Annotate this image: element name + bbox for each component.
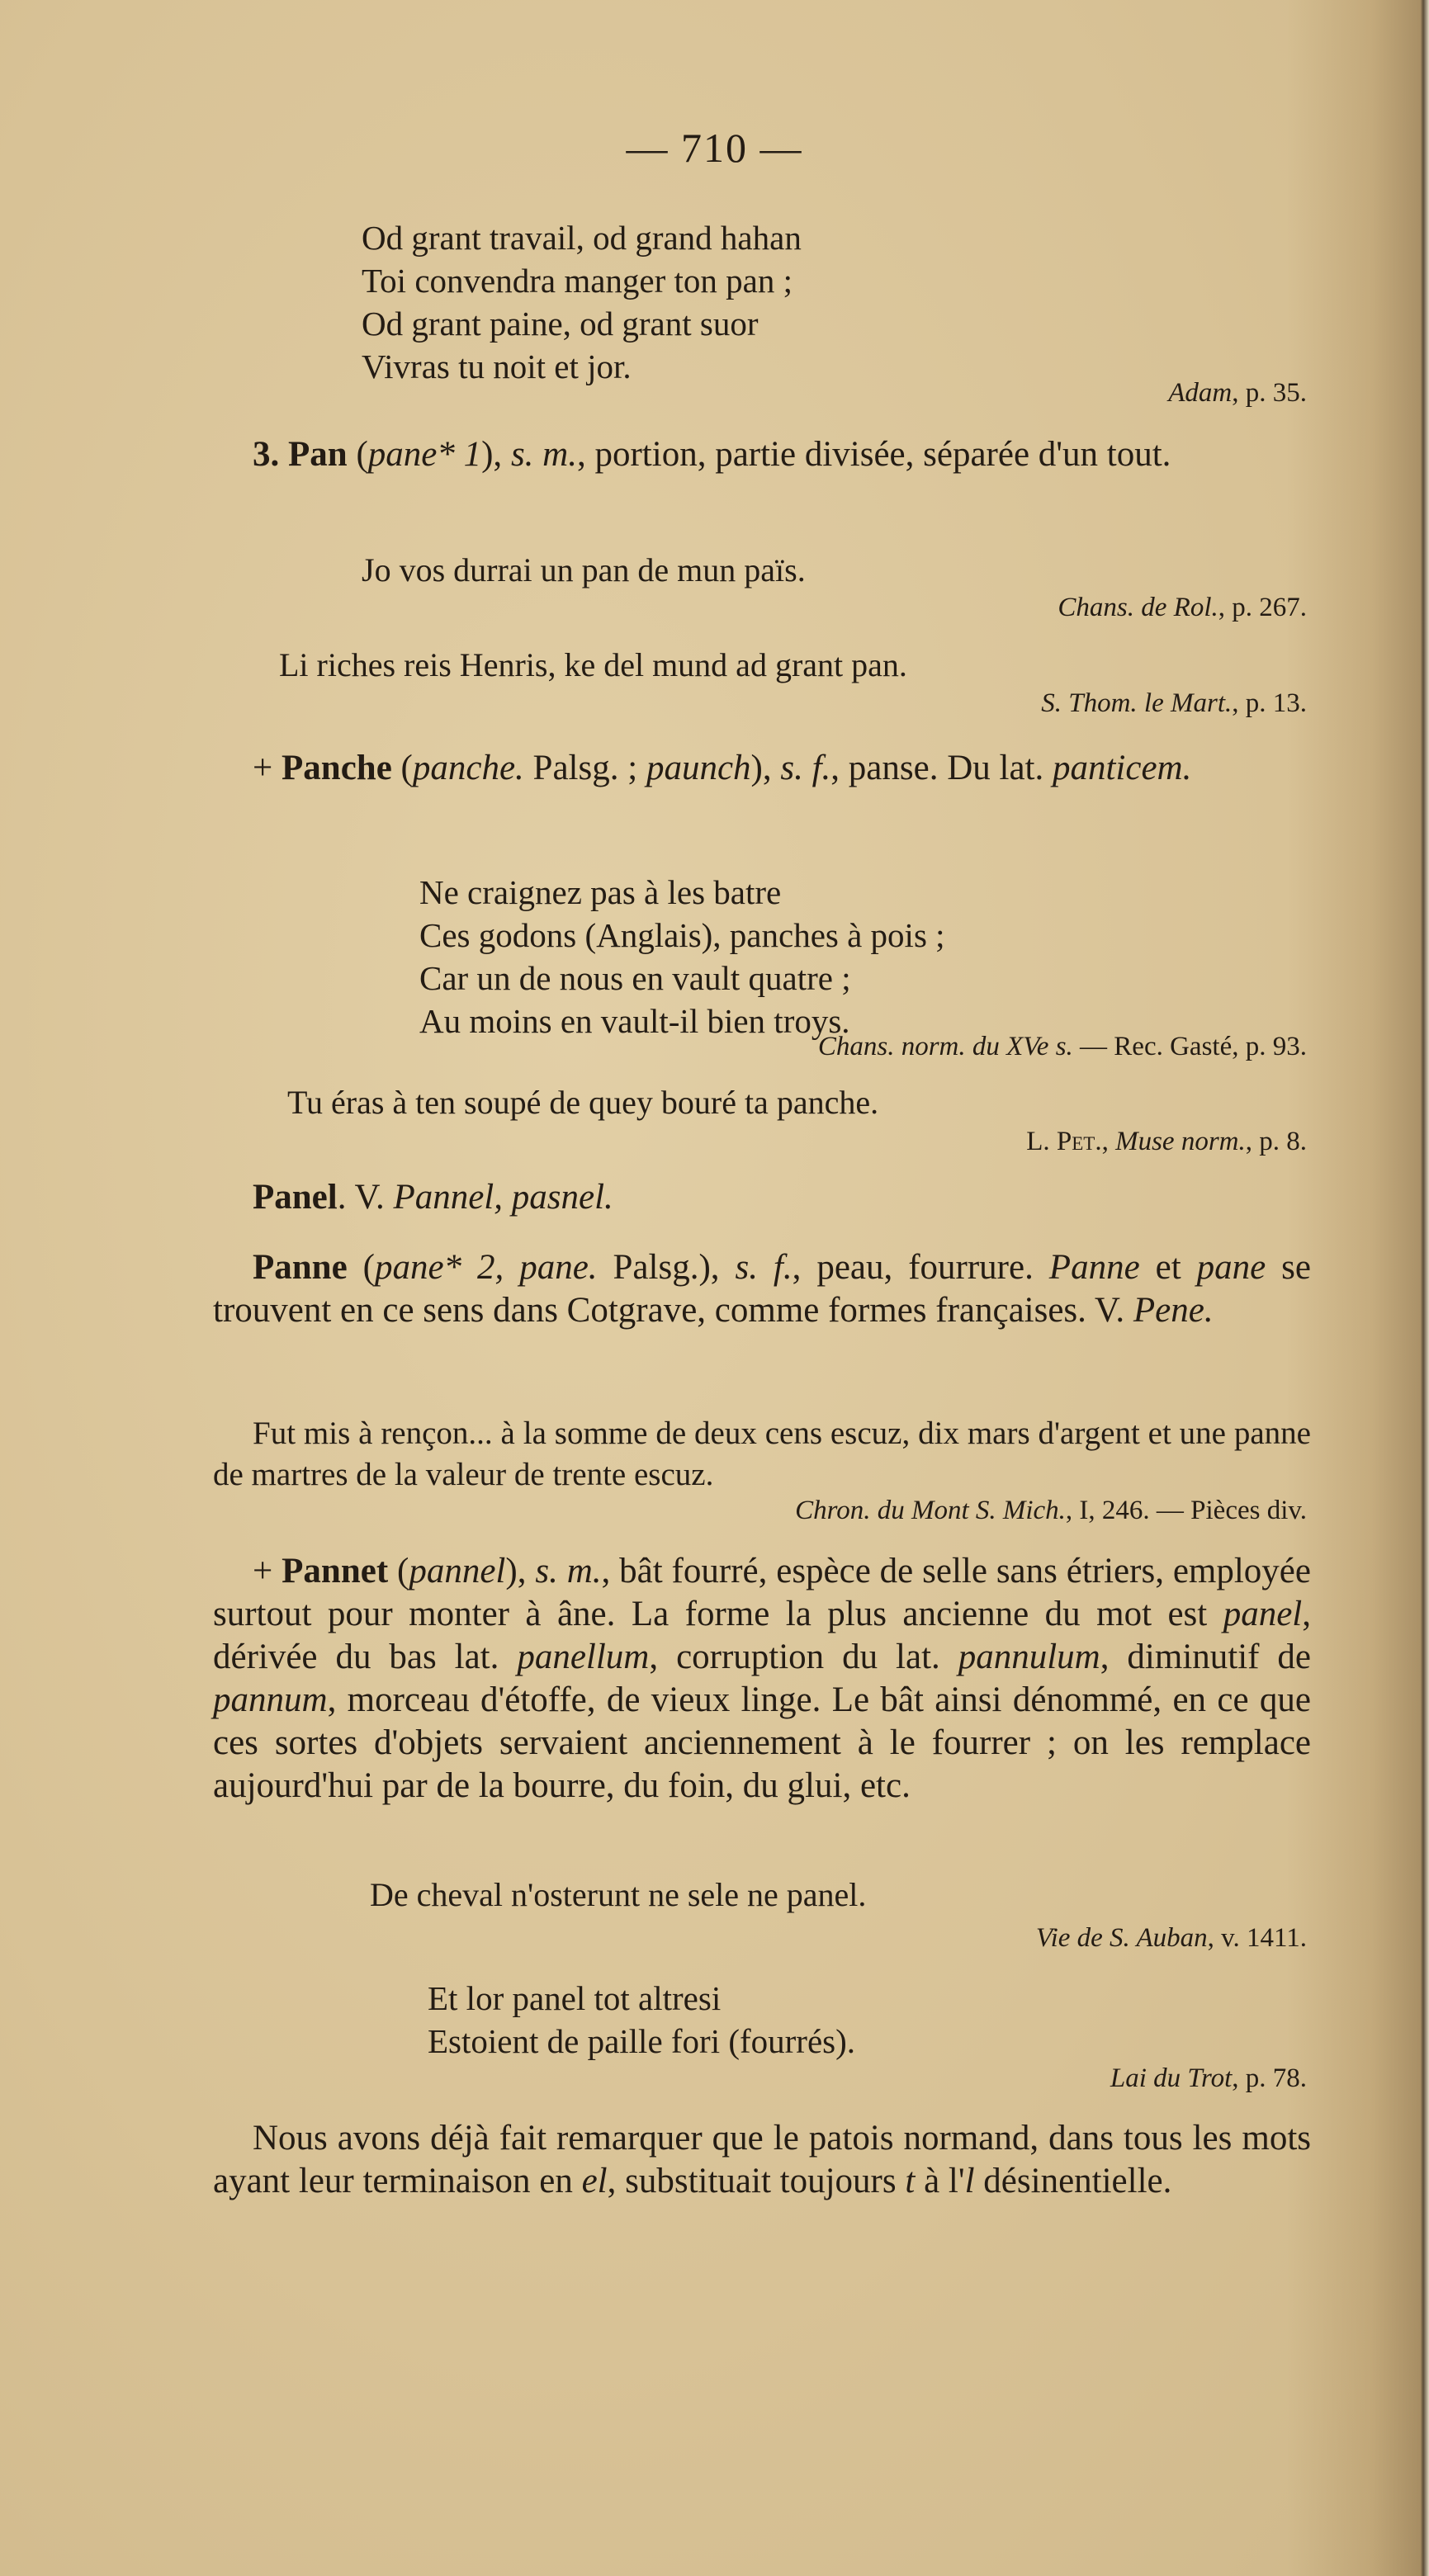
- verse-line: Estoient de paille fori (fourrés).: [428, 2022, 856, 2060]
- etymon: panche.: [412, 749, 524, 787]
- text: ),: [481, 435, 511, 474]
- text: et: [1139, 1248, 1197, 1287]
- text: à l': [915, 2162, 965, 2200]
- entry-panne: [213, 1246, 1311, 1332]
- text: ),: [505, 1552, 536, 1591]
- citation-pet: L. Pet., Muse norm., p. 8.: [1026, 1127, 1307, 1156]
- headword: Panel: [253, 1178, 338, 1217]
- verse-line: Ne craignez pas à les batre: [419, 873, 782, 911]
- quote-roland: Jo vos durrai un pan de mun païs.: [362, 551, 806, 588]
- citation-work: Lai du Trot: [1110, 2063, 1233, 2093]
- entry-panel: [213, 1176, 1311, 1219]
- citation-thomas: [1041, 688, 1307, 719]
- quote-pet: Tu éras à ten soupé de quey bouré ta panche.: [287, 1084, 879, 1121]
- citation-work: Adam: [1168, 378, 1233, 408]
- text-italic: Panne: [1048, 1248, 1140, 1287]
- text-italic: t: [905, 2162, 916, 2200]
- text: se trouvent en ce sens dans Cotgrave, comme formes françaises. V.: [213, 1248, 1311, 1330]
- verse-line: Au moins en vault-il bien troys.: [419, 1002, 850, 1040]
- headword: Panche: [282, 749, 392, 787]
- grammar: s. f.: [735, 1248, 793, 1287]
- text-italic: panel: [1223, 1595, 1303, 1633]
- citation-page: , p. 35.: [1232, 378, 1307, 408]
- headword: 3. Pan: [253, 435, 348, 474]
- text: ),: [750, 749, 781, 787]
- text: , substituait toujours: [607, 2162, 906, 2200]
- text: , morceau d'étoffe, de vieux linge. Le bât ainsi dénommé, en ce que ces sortes d'objets servaient anciennement à le fourrer ; on les remplace aujourd'hui par de la bourre, du foin, du glui, etc.: [213, 1680, 1311, 1805]
- definition: , portion, partie divisée, séparée d'un tout.: [576, 435, 1171, 474]
- verse-line: Od grant paine, od grant suor: [362, 305, 759, 343]
- text-italic: pane: [1196, 1248, 1266, 1287]
- citation-work: S. Thom. le Mart.: [1041, 688, 1233, 718]
- quote-chron: Fut mis à rençon... à la somme de deux cens escuz, dix mars d'argent et une panne de martres de la valeur de trente escuz.: [213, 1416, 1311, 1492]
- entry-pan: [213, 433, 1311, 476]
- text: , diminutif de: [1100, 1638, 1311, 1676]
- cross-reference: Pene.: [1133, 1291, 1214, 1330]
- text: (: [388, 1552, 409, 1591]
- text-italic: el: [581, 2162, 608, 2200]
- text: (: [347, 435, 368, 474]
- plus-marker: +: [253, 749, 282, 787]
- page-number: — 710 —: [626, 125, 803, 171]
- quote-thomas: Li riches reis Henris, ke del mund ad grant pan.: [279, 646, 907, 683]
- entry-panche: [213, 747, 1311, 790]
- verse-line: Vivras tu noit et jor.: [362, 347, 632, 385]
- etymon: panticem.: [1052, 749, 1192, 787]
- citation-rest: — Rec. Gasté, p. 93.: [1072, 1032, 1307, 1061]
- etymon: pane* 2, pane.: [374, 1248, 598, 1287]
- citation-work: Muse norm.: [1115, 1127, 1246, 1156]
- text: , bât fourré, espèce de selle sans étriers, employée surtout pour monter à âne. La forme la plus ancienne du mot est: [213, 1552, 1311, 1633]
- headword: Panne: [253, 1248, 348, 1287]
- verse-line: Toi convendra manger ton pan ;: [362, 262, 793, 300]
- citation-page: , p. 267.: [1218, 593, 1307, 622]
- text: Nous avons déjà fait remarquer que le patois normand, dans tous les mots ayant leur terminaison en: [213, 2119, 1311, 2200]
- grammar: s. f.: [780, 749, 831, 787]
- citation-page: , p. 78.: [1232, 2063, 1307, 2093]
- text: Palsg. ;: [523, 749, 646, 787]
- etymon: pannel: [409, 1552, 506, 1591]
- text: Palsg.),: [597, 1248, 736, 1287]
- text-italic: l: [964, 2162, 975, 2200]
- citation-page: , v. 1411.: [1207, 1923, 1307, 1953]
- etymon: paunch: [646, 749, 751, 787]
- verse-line: Ces godons (Anglais), panches à pois ;: [419, 916, 945, 954]
- citation-chans-norm: [818, 1032, 1307, 1062]
- cross-reference: Pannel, pasnel.: [393, 1178, 613, 1217]
- citation-chron: [795, 1496, 1307, 1526]
- text: . V.: [337, 1178, 394, 1217]
- verse-line: Et lor panel tot altresi: [428, 1979, 722, 2017]
- quote-auban: De cheval n'osterunt ne sele ne panel.: [370, 1876, 867, 1913]
- citation-work: Chans. norm. du XVe s.: [817, 1032, 1073, 1061]
- plus-marker: +: [253, 1552, 282, 1591]
- verse-chans-norm: [419, 871, 945, 1042]
- text-italic: pannulum: [958, 1638, 1100, 1676]
- note-paragraph: [213, 2117, 1311, 2203]
- entry-pannet: [213, 1550, 1311, 1808]
- citation-author: L. Pet.: [1026, 1127, 1102, 1156]
- text: désinentielle.: [974, 2162, 1172, 2200]
- text-italic: panellum: [517, 1638, 650, 1676]
- text: , dérivée du bas lat.: [213, 1595, 1311, 1676]
- citation-work: Chans. de Rol.: [1058, 593, 1218, 622]
- text-italic: pannum: [213, 1680, 328, 1719]
- verse-lai-du-trot: [428, 1977, 855, 2063]
- text: (: [347, 1248, 375, 1287]
- citation-page: , p. 8.: [1245, 1127, 1307, 1156]
- citation-rest: , I, 246. — Pièces div.: [1065, 1496, 1307, 1525]
- citation-lai-du-trot: [1110, 2063, 1307, 2094]
- citation-page: , p. 13.: [1232, 688, 1307, 718]
- citation-auban: [1036, 1923, 1307, 1954]
- verse-adam: [362, 216, 802, 388]
- text: (: [391, 749, 413, 787]
- citation-adam: [1168, 378, 1307, 409]
- grammar: s. m.: [510, 435, 577, 474]
- citation-roland: [1058, 593, 1307, 623]
- etymon: pane* 1: [367, 435, 482, 474]
- text: , corruption du lat.: [649, 1638, 958, 1676]
- definition: , panse. Du lat.: [830, 749, 1053, 787]
- citation-work: Vie de S. Auban: [1035, 1923, 1208, 1953]
- text: , peau, fourrure.: [792, 1248, 1049, 1287]
- citation-work: Chron. du Mont S. Mich.: [795, 1496, 1066, 1525]
- grammar: s. m.: [535, 1552, 602, 1591]
- verse-line: Car un de nous en vault quatre ;: [419, 959, 851, 997]
- verse-line: Od grant travail, od grand hahan: [362, 219, 802, 257]
- headword: Pannet: [282, 1552, 389, 1591]
